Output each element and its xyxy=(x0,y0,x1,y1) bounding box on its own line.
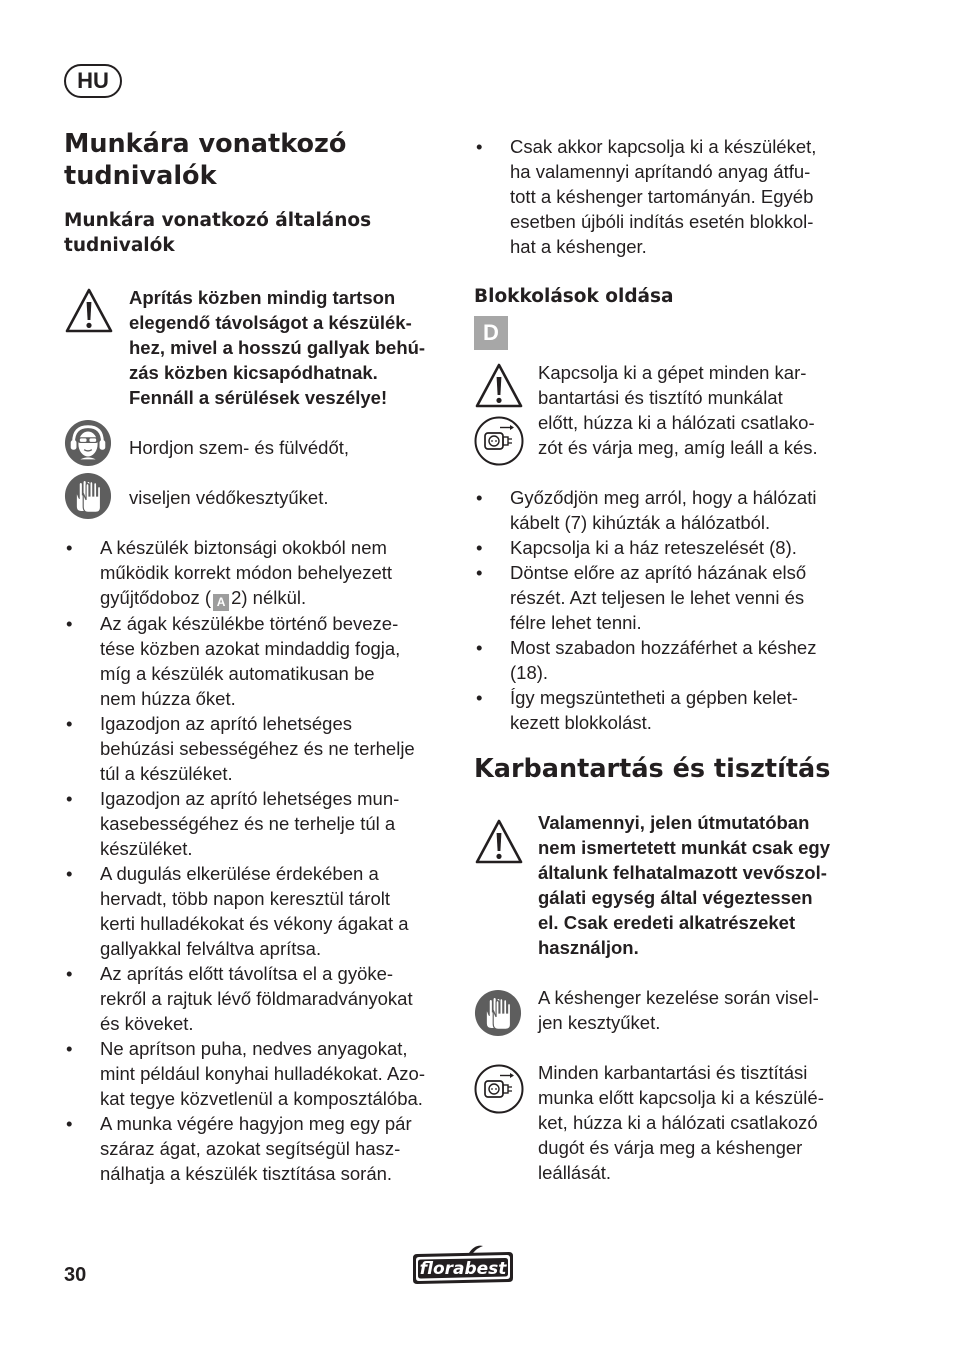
protection-text: Hordjon szem- és fülvédőt, xyxy=(129,437,350,458)
list-item: • A készülék biztonsági okokból nem működik korrekt módon behelyezett gyűjtődoboz ( A 2) nélkül. xyxy=(66,537,393,609)
list-item: • Győződjön meg arról, hogy a hálózati kábelt (7) kihúzták a hálózatból. xyxy=(476,487,817,533)
list-item: • Kapcsolja ki a ház reteszelését (8). xyxy=(476,537,797,558)
warning-text: Aprítás közben mindig tartson elegendő távolságot a készülék- hez, mivel a hosszú gallyak behú- zás közben kicsapódhatnak. Fennáll a sérülések veszélye! xyxy=(129,287,426,408)
subsection-title: Munkára vonatkozó általános tudnivalók xyxy=(64,210,372,256)
list-item: • Csak akkor kapcsolja ki a készüléket, ha valamennyi aprítandó anyag átfu- tott a késhenger tartományán. Egyéb esetben újbóli indítás esetén blokkol- hat a késhenger. xyxy=(476,136,817,257)
maintenance-unplug-text: Minden karbantartási és tisztítási munka előtt kapcsolja ki a készülé- ket, húzza ki a hálózati csatlakozó dugót és várja meg a késhenger leállását. xyxy=(538,1062,824,1183)
unplug-icon xyxy=(474,1064,524,1114)
list-item: • Ne aprítson puha, nedves anyagokat, mint például konyhai hulladékokat. Azo- kat tegye közvetlenül a komposztálóba. xyxy=(66,1038,425,1109)
unplug-icon xyxy=(474,416,524,466)
list-item: • Az aprítás előtt távolítsa el a gyöke- rekről a rajtuk lévő földmaradványokat és köveket. xyxy=(66,963,413,1034)
page-number: 30 xyxy=(64,1264,87,1286)
gloves-icon xyxy=(64,472,112,520)
warning-icon xyxy=(64,287,114,335)
list-item: • Így megszüntetheti a gépben kelet- kezett blokkolást. xyxy=(476,687,798,733)
list-item: • Igazodjon az aprító lehetséges behúzási sebességéhez és ne terhelje túl a készüléket. xyxy=(66,713,415,784)
figure-reference-badge: A xyxy=(213,594,229,611)
gloves-text: viseljen védőkesztyűket. xyxy=(129,487,329,508)
gloves-icon xyxy=(474,989,522,1037)
figure-section-badge: D xyxy=(474,316,508,350)
warning-icon xyxy=(474,818,524,866)
blockage-bullet-list xyxy=(474,485,864,735)
maintenance-title: Karbantartás és tisztítás xyxy=(474,754,831,784)
eye-ear-protection-icon xyxy=(64,419,112,467)
switch-off-bullet-list xyxy=(474,134,864,259)
list-item: • A dugulás elkerülése érdekében a hervadt, több napon keresztül tárolt kerti hulladékokat és vékony ágakat a gallyakkal felváltva aprítsa. xyxy=(66,863,409,959)
list-item: • Az ágak készülékbe történő beveze- tése közben azokat mindaddig fogja, míg a készülék automatikusan be nem húzza őket. xyxy=(66,613,401,709)
list-item: • A munka végére hagyjon meg egy pár száraz ágat, azokat segítségül hasz- nálhatja a készülék tisztítása során. xyxy=(66,1113,412,1184)
list-item: • Döntse előre az aprító házának első részét. Azt teljesen le lehet venni és félre lehet tenni. xyxy=(476,562,807,633)
blockage-warning-text: Kapcsolja ki a gépet minden kar- bantartási és tisztító munkálat előtt, húzza ki a hálózati csatlako- zót és várja meg, amíg leáll a kés. xyxy=(538,362,818,458)
list-item: • Igazodjon az aprító lehetséges mun- kasebességéhez és ne terhelje túl a készüléket. xyxy=(66,788,400,859)
warning-icon xyxy=(474,362,524,410)
logo-text: florabest xyxy=(419,1259,507,1279)
list-item: • Most szabadon hozzáférhet a késhez (18). xyxy=(476,637,817,683)
blockage-heading: Blokkolások oldása xyxy=(474,286,674,307)
maintenance-gloves-text: A késhenger kezelése során visel- jen kesztyűket. xyxy=(538,987,819,1033)
florabest-logo xyxy=(409,1244,515,1286)
maintenance-warning-text: Valamennyi, jelen útmutatóban nem ismertetett munkát csak egy általunk felhatalmazott vevőszol- gálati egység által végeztessen el. Csak eredeti alkatrészeket használjon. xyxy=(538,812,831,958)
safety-bullet-list xyxy=(64,535,454,1186)
language-badge: HU xyxy=(64,64,122,98)
section-title: Munkára vonatkozó tudnivalók xyxy=(64,129,347,191)
